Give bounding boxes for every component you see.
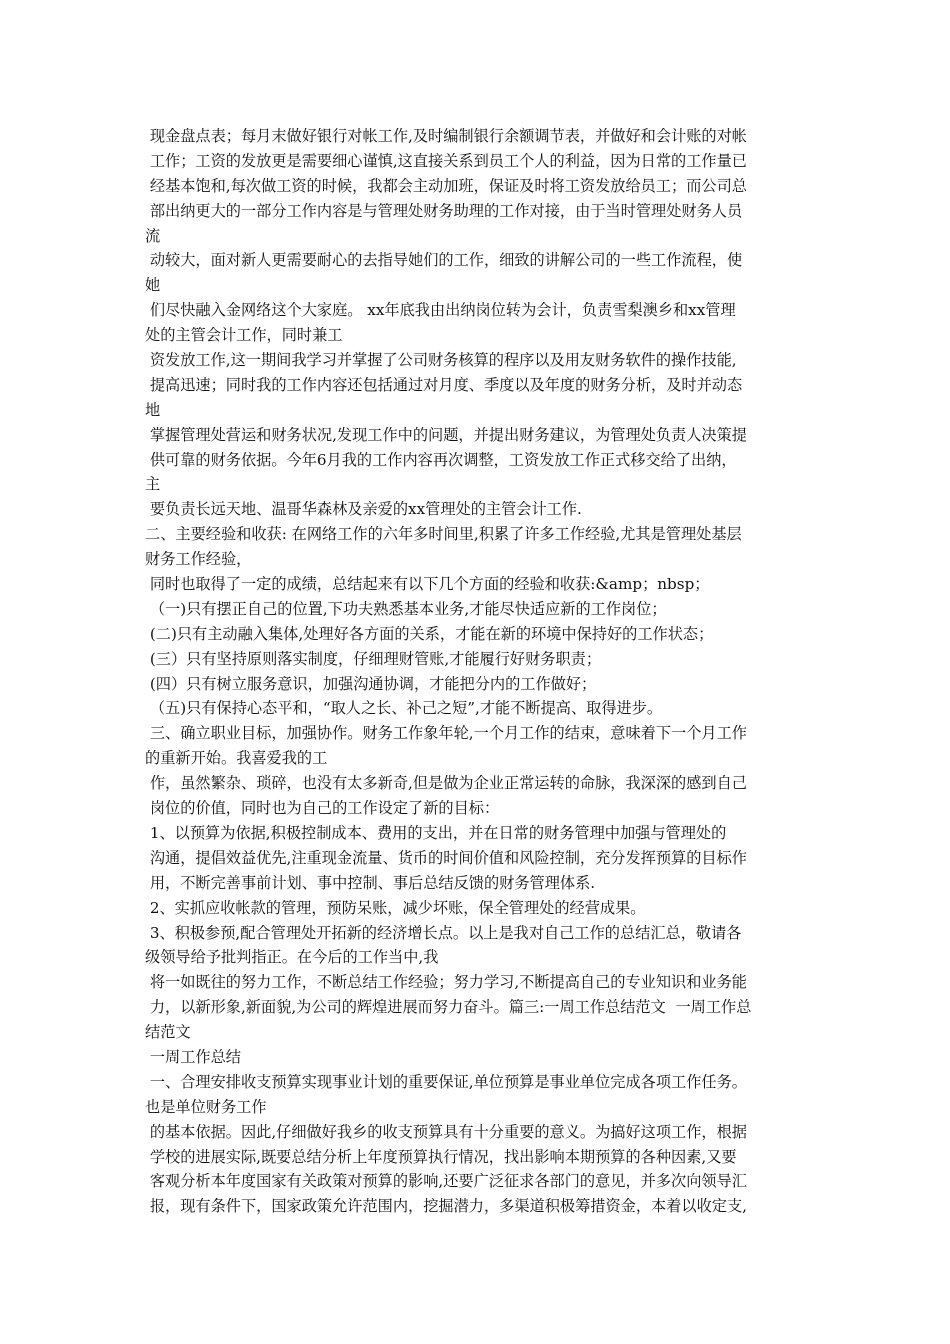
- text-line: 同时也取得了一定的成绩，总结起来有以下几个方面的经验和收获:&amp；nbsp；: [145, 575, 710, 594]
- text-line: 她: [145, 276, 161, 295]
- text-line: 岗位的价值，同时也为自己的工作设定了新的目标：: [145, 799, 500, 818]
- text-line: 一、合理安排收支预算实现事业计划的重要保证,单位预算是事业单位完成各项工作任务。: [145, 1072, 747, 1091]
- text-line: (三）只有坚持原则落实制度，仔细理财管账,才能履行好财务职责；: [145, 649, 602, 668]
- text-line: 级领导给予批判指正。在今后的工作当中,我: [145, 948, 439, 967]
- text-line: 用，不断完善事前计划、事中控制、事后总结反馈的财务管理体系.: [145, 873, 596, 892]
- text-line: 们尽快融入金网络这个大家庭。 xx年底我由出纳岗位转为会计，负责雪梨澳乡和xx管理: [145, 301, 736, 320]
- text-line: 3、积极参预,配合管理处开拓新的经济增长点。以上是我对自己工作的总结汇总，敬请各: [145, 923, 742, 942]
- text-line: (四）只有树立服务意识，加强沟通协调，才能把分内的工作做好；: [145, 674, 597, 693]
- text-line: 将一如既往的努力工作，不断总结工作经验；努力学习,不断提高自己的专业知识和业务能: [145, 973, 747, 992]
- document-body-text: [145, 124, 825, 1219]
- text-line: 动较大，面对新人更需要耐心的去指导她们的工作，细致的讲解公司的一些工作流程，使: [145, 251, 743, 270]
- text-line: 的重新开始。我喜爱我的工: [145, 749, 328, 768]
- text-line: 要负责长远天地、温哥华森林及亲爱的xx管理处的主管会计工作.: [145, 500, 582, 519]
- text-line: 一周工作总结: [145, 1047, 241, 1066]
- text-line: 提高迅速；同时我的工作内容还包括通过对月度、季度以及年度的财务分析，及时并动态: [145, 375, 743, 394]
- text-line: 主: [145, 475, 161, 494]
- text-line: 作，虽然繁杂、琐碎，也没有太多新奇,但是做为企业正常运转的命脉，我深深的感到自己: [145, 774, 747, 793]
- text-line: 1、以预算为依据,积极控制成本、费用的支出，并在日常的财务管理中加强与管理处的: [145, 823, 727, 842]
- text-line: 2、实抓应收帐款的管理，预防呆账，减少坏账，保全管理处的经营成果。: [145, 898, 646, 917]
- text-line: 三、确立职业目标，加强协作。财务工作象年轮,一个月工作的结束，意味着下一个月工作: [145, 724, 747, 743]
- text-line: 资发放工作,这一期间我学习并掌握了公司财务核算的程序以及用友财务软件的操作技能,: [145, 351, 737, 370]
- text-line: 学校的进展实际,既要总结分析上年度预算执行情况，找出影响本期预算的各种因素,又要: [145, 1147, 737, 1166]
- text-line: 二、主要经验和收获: 在网络工作的六年多时间里,积累了许多工作经验,尤其是管理处基层: [145, 525, 742, 544]
- text-line: 客观分析本年度国家有关政策对预算的影响,还要广泛征求各部门的意见，并多次向领导汇: [145, 1172, 747, 1191]
- text-line: 力，以新形象,新面貌,为公司的辉煌进展而努力奋斗。篇三:一周工作总结范文 一周工作总: [145, 998, 752, 1017]
- text-line: 流: [145, 226, 161, 245]
- text-line: 结范文: [145, 1023, 191, 1042]
- text-line: 报，现有条件下，国家政策允许范围内，挖掘潜力，多渠道积极筹措资金，本着以收定支,: [145, 1197, 747, 1216]
- text-line: 掌握管理处营运和财务状况,发现工作中的问题，并提出财务建议，为管理处负责人决策提: [145, 425, 747, 444]
- text-line: 供可靠的财务依据。今年6月我的工作内容再次调整，工资发放工作正式移交给了出纳，: [145, 450, 737, 469]
- text-line: 部出纳更大的一部分工作内容是与管理处财务助理的工作对接，由于当时管理处财务人员: [145, 201, 743, 220]
- text-line: 的基本依据。因此,仔细做好我乡的收支预算具有十分重要的意义。为搞好这项工作，根据: [145, 1122, 747, 1141]
- text-line: 沟通，提倡效益优先,注重现金流量、货币的时间价值和风险控制，充分发挥预算的目标作: [145, 848, 747, 867]
- text-line: （一)只有摆正自己的位置,下功夫熟悉基本业务,才能尽快适应新的工作岗位；: [145, 599, 667, 618]
- text-line: 地: [145, 400, 161, 419]
- text-line: 经基本饱和,每次做工资的时候，我都会主动加班，保证及时将工资发放给员工；而公司总: [145, 176, 747, 195]
- text-line: （五)只有保持心态平和，“取人之长、补己之短”,才能不断提高、取得进步。: [145, 699, 663, 718]
- text-line: 处的主管会计工作，同时兼工: [145, 326, 343, 345]
- text-line: 财务工作经验，: [145, 550, 252, 569]
- text-line: 工作；工资的发放更是需要细心谨慎,这直接关系到员工个人的利益，因为日常的工作量已: [145, 151, 747, 170]
- text-line: 也是单位财务工作: [145, 1097, 267, 1116]
- text-line: (二)只有主动融入集体,处理好各方面的关系，才能在新的环境中保持好的工作状态；: [145, 624, 714, 643]
- text-line: 现金盘点表；每月末做好银行对帐工作,及时编制银行余额调节表，并做好和会计账的对帐: [145, 127, 747, 145]
